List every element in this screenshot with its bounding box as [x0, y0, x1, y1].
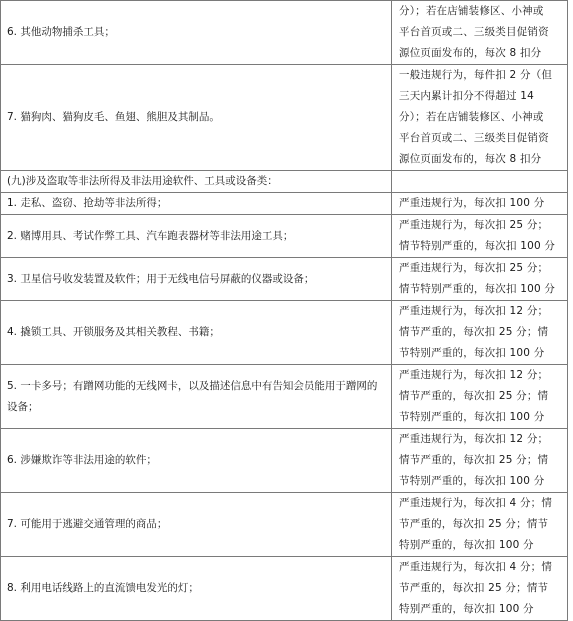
- rules-table-body: [1, 1, 568, 621]
- item-cell: [1, 1, 392, 65]
- penalty-line: 节特别严重的，每次扣 100 分: [399, 475, 545, 487]
- penalty-cell: [392, 301, 568, 365]
- penalty-cell: [392, 193, 568, 215]
- item-cell: [1, 215, 392, 258]
- item-text: 1. 走私、盗窃、抢劫等非法所得；: [7, 197, 168, 209]
- penalty-line: 情节严重的，每次扣 25 分；情: [399, 326, 549, 338]
- penalty-cell: [392, 365, 568, 429]
- table-row: [1, 365, 568, 429]
- table-row: [1, 193, 568, 215]
- penalty-line: 平台首页或二、三级类目促销资: [399, 132, 549, 144]
- table-row: [1, 258, 568, 301]
- penalty-line: 源位页面发布的，每次 8 扣分: [399, 47, 542, 59]
- penalty-line: 节特别严重的，每次扣 100 分: [399, 411, 545, 423]
- item-text: (九)涉及盗取等非法所得及非法用途软件、工具或设备类：: [7, 175, 278, 187]
- penalty-cell: [392, 65, 568, 171]
- item-text: 4. 撬锁工具、开锁服务及其相关教程、书籍；: [7, 326, 220, 338]
- item-text: 3. 卫星信号收发装置及软件；用于无线电信号屏蔽的仪器或设备；: [7, 272, 315, 285]
- penalty-line: 严重违规行为，每次扣 12 分；: [399, 369, 549, 381]
- table-row: [1, 429, 568, 493]
- penalty-cell: [392, 429, 568, 493]
- item-cell: [1, 301, 392, 365]
- penalty-line: 特别严重的，每次扣 100 分: [399, 539, 534, 551]
- penalty-cell: [392, 171, 568, 193]
- penalty-line: 严重违规行为，每次扣 12 分；: [399, 433, 549, 445]
- table-row: [1, 171, 568, 193]
- item-text: 5. 一卡多号；有蹭网功能的无线网卡，以及描述信息中有告知会员能用于蹭网的设备；: [7, 379, 378, 413]
- item-text: 7. 可能用于逃避交通管理的商品；: [7, 518, 168, 530]
- penalty-line: 情节严重的，每次扣 25 分；情: [399, 454, 549, 466]
- penalty-cell: [392, 215, 568, 258]
- penalty-line: 节严重的，每次扣 25 分；情节: [399, 582, 549, 594]
- penalty-line: 节严重的，每次扣 25 分；情节: [399, 518, 549, 530]
- penalty-line: 严重违规行为，每次扣 100 分: [399, 197, 545, 209]
- table-row: [1, 301, 568, 365]
- penalty-line: 节特别严重的，每次扣 100 分: [399, 347, 545, 359]
- item-cell: [1, 258, 392, 301]
- penalty-line: 一般违规行为，每件扣 2 分（但: [399, 69, 553, 81]
- penalty-line: 平台首页或二、三级类目促销资: [399, 26, 549, 38]
- penalty-line: 严重违规行为，每次扣 4 分；情: [399, 497, 553, 509]
- item-cell: [1, 429, 392, 493]
- penalty-line: 分）；若在店铺装修区、小神或: [399, 5, 544, 17]
- item-cell: [1, 193, 392, 215]
- penalty-line: 严重违规行为，每次扣 25 分；: [399, 219, 549, 231]
- item-text: 2. 赌博用具、考试作弊工具、汽车跑表器材等非法用途工具；: [7, 229, 294, 242]
- penalty-line: 特别严重的，每次扣 100 分: [399, 603, 534, 615]
- item-cell: [1, 171, 392, 193]
- table-row: [1, 215, 568, 258]
- table-row: [1, 65, 568, 171]
- penalty-line: 严重违规行为，每次扣 12 分；: [399, 305, 549, 317]
- table-row: [1, 493, 568, 557]
- penalty-line: 源位页面发布的，每次 8 扣分: [399, 153, 542, 165]
- penalty-line: 严重违规行为，每次扣 4 分；情: [399, 561, 553, 573]
- item-cell: [1, 493, 392, 557]
- penalty-line: 情节严重的，每次扣 25 分；情: [399, 390, 549, 402]
- penalty-line: 情节特别严重的，每次扣 100 分: [399, 283, 556, 295]
- item-text: 6. 其他动物捕杀工具；: [7, 26, 115, 38]
- penalty-line: 严重违规行为，每次扣 25 分；: [399, 262, 549, 274]
- penalty-cell: [392, 258, 568, 301]
- penalty-line: 三天内累计扣分不得超过 14: [399, 90, 534, 102]
- table-row: [1, 1, 568, 65]
- item-cell: [1, 365, 392, 429]
- penalty-line: 情节特别严重的，每次扣 100 分: [399, 240, 556, 252]
- item-text: 7. 猫狗肉、猫狗皮毛、鱼翅、熊胆及其制品。: [7, 111, 220, 123]
- penalty-cell: [392, 1, 568, 65]
- item-text: 6. 涉嫌欺诈等非法用途的软件；: [7, 454, 157, 466]
- item-text: 8. 利用电话线路上的直流馈电发光的灯；: [7, 582, 199, 594]
- penalty-line: 分）；若在店铺装修区、小神或: [399, 111, 544, 123]
- penalty-cell: [392, 493, 568, 557]
- item-cell: [1, 65, 392, 171]
